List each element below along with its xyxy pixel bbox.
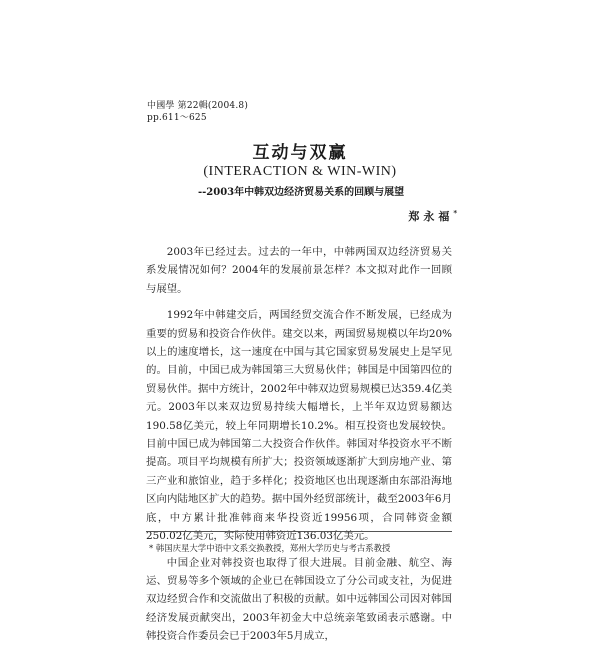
paragraph-3: 中国企业对韩投资也取得了很大进展。目前金融、航空、海运、贸易等多个领域的企业已在韩国设立了分公司或支社，为促进双边经贸合作和交流做出了积极的贡献。如中远韩国公司因对韩国经济发展贡献突出，2003年初金大中总统亲笔致函表示感谢。中韩投资合作委员会已于2003年5月成立， <box>146 556 452 643</box>
article-subtitle-english: (INTERACTION & WIN-WIN) <box>203 164 397 179</box>
author-name: 郑永福 <box>408 210 454 223</box>
journal-volume: 中國學 第22輯(2004.8) <box>147 101 249 111</box>
paragraph-2: 1992年中韩建交后，两国经贸交流合作不断发展，已经成为重要的贸易和投资合作伙伴。建交以来，两国贸易规模以年均20%以上的速度增长，这一速度在中国与其它国家贸易发展史上是罕见的。目前，中国已成为韩国第三大贸易伙伴；韩国是中国第四位的贸易伙伴。据中方统计，2002年中韩双边贸易规模已达359.4亿美元。2003年以来双边贸易持续大幅增长，上半年双边贸易额达190.58亿美元，较上年同期增长10.2%。相互投资也发展较快。目前中国已成为韩国第二大投资合作伙伴。韩国对华投资水平不断提高。项目平均规模有所扩大；投资领域逐渐扩大到房地产业、第三产业和旅馆业，趋于多样化；投资地区也出现逐渐由东部沿海地区向内陆地区扩大的趋势。据中国外经贸部统计，截至2003年6月底，中方累计批准韩商来华投资近19956项，合同韩资金额250.02亿美元，实际使用韩资近136.03亿美元。 <box>146 309 452 543</box>
journal-pages: pp.611～625 <box>147 113 207 123</box>
paragraph-1: 2003年已经过去。过去的一年中，中韩两国双边经济贸易关系发展情况如何？2004年的发展前景怎样？本文拟对此作一回顾与展望。 <box>146 246 452 295</box>
author-line <box>408 208 457 224</box>
journal-header <box>147 100 248 124</box>
article-body <box>146 243 452 654</box>
author-footnote-mark: * <box>453 208 457 218</box>
article-title: 互动与双赢 <box>252 143 348 163</box>
footnote: * 韩国庆星大学中语中文系交换教授，郑州大学历史与考古系教授 <box>149 543 391 553</box>
footnote-divider <box>146 531 452 532</box>
article-subtitle-chinese: --2003年中韩双边经济贸易关系的回顾与展望 <box>198 187 405 198</box>
